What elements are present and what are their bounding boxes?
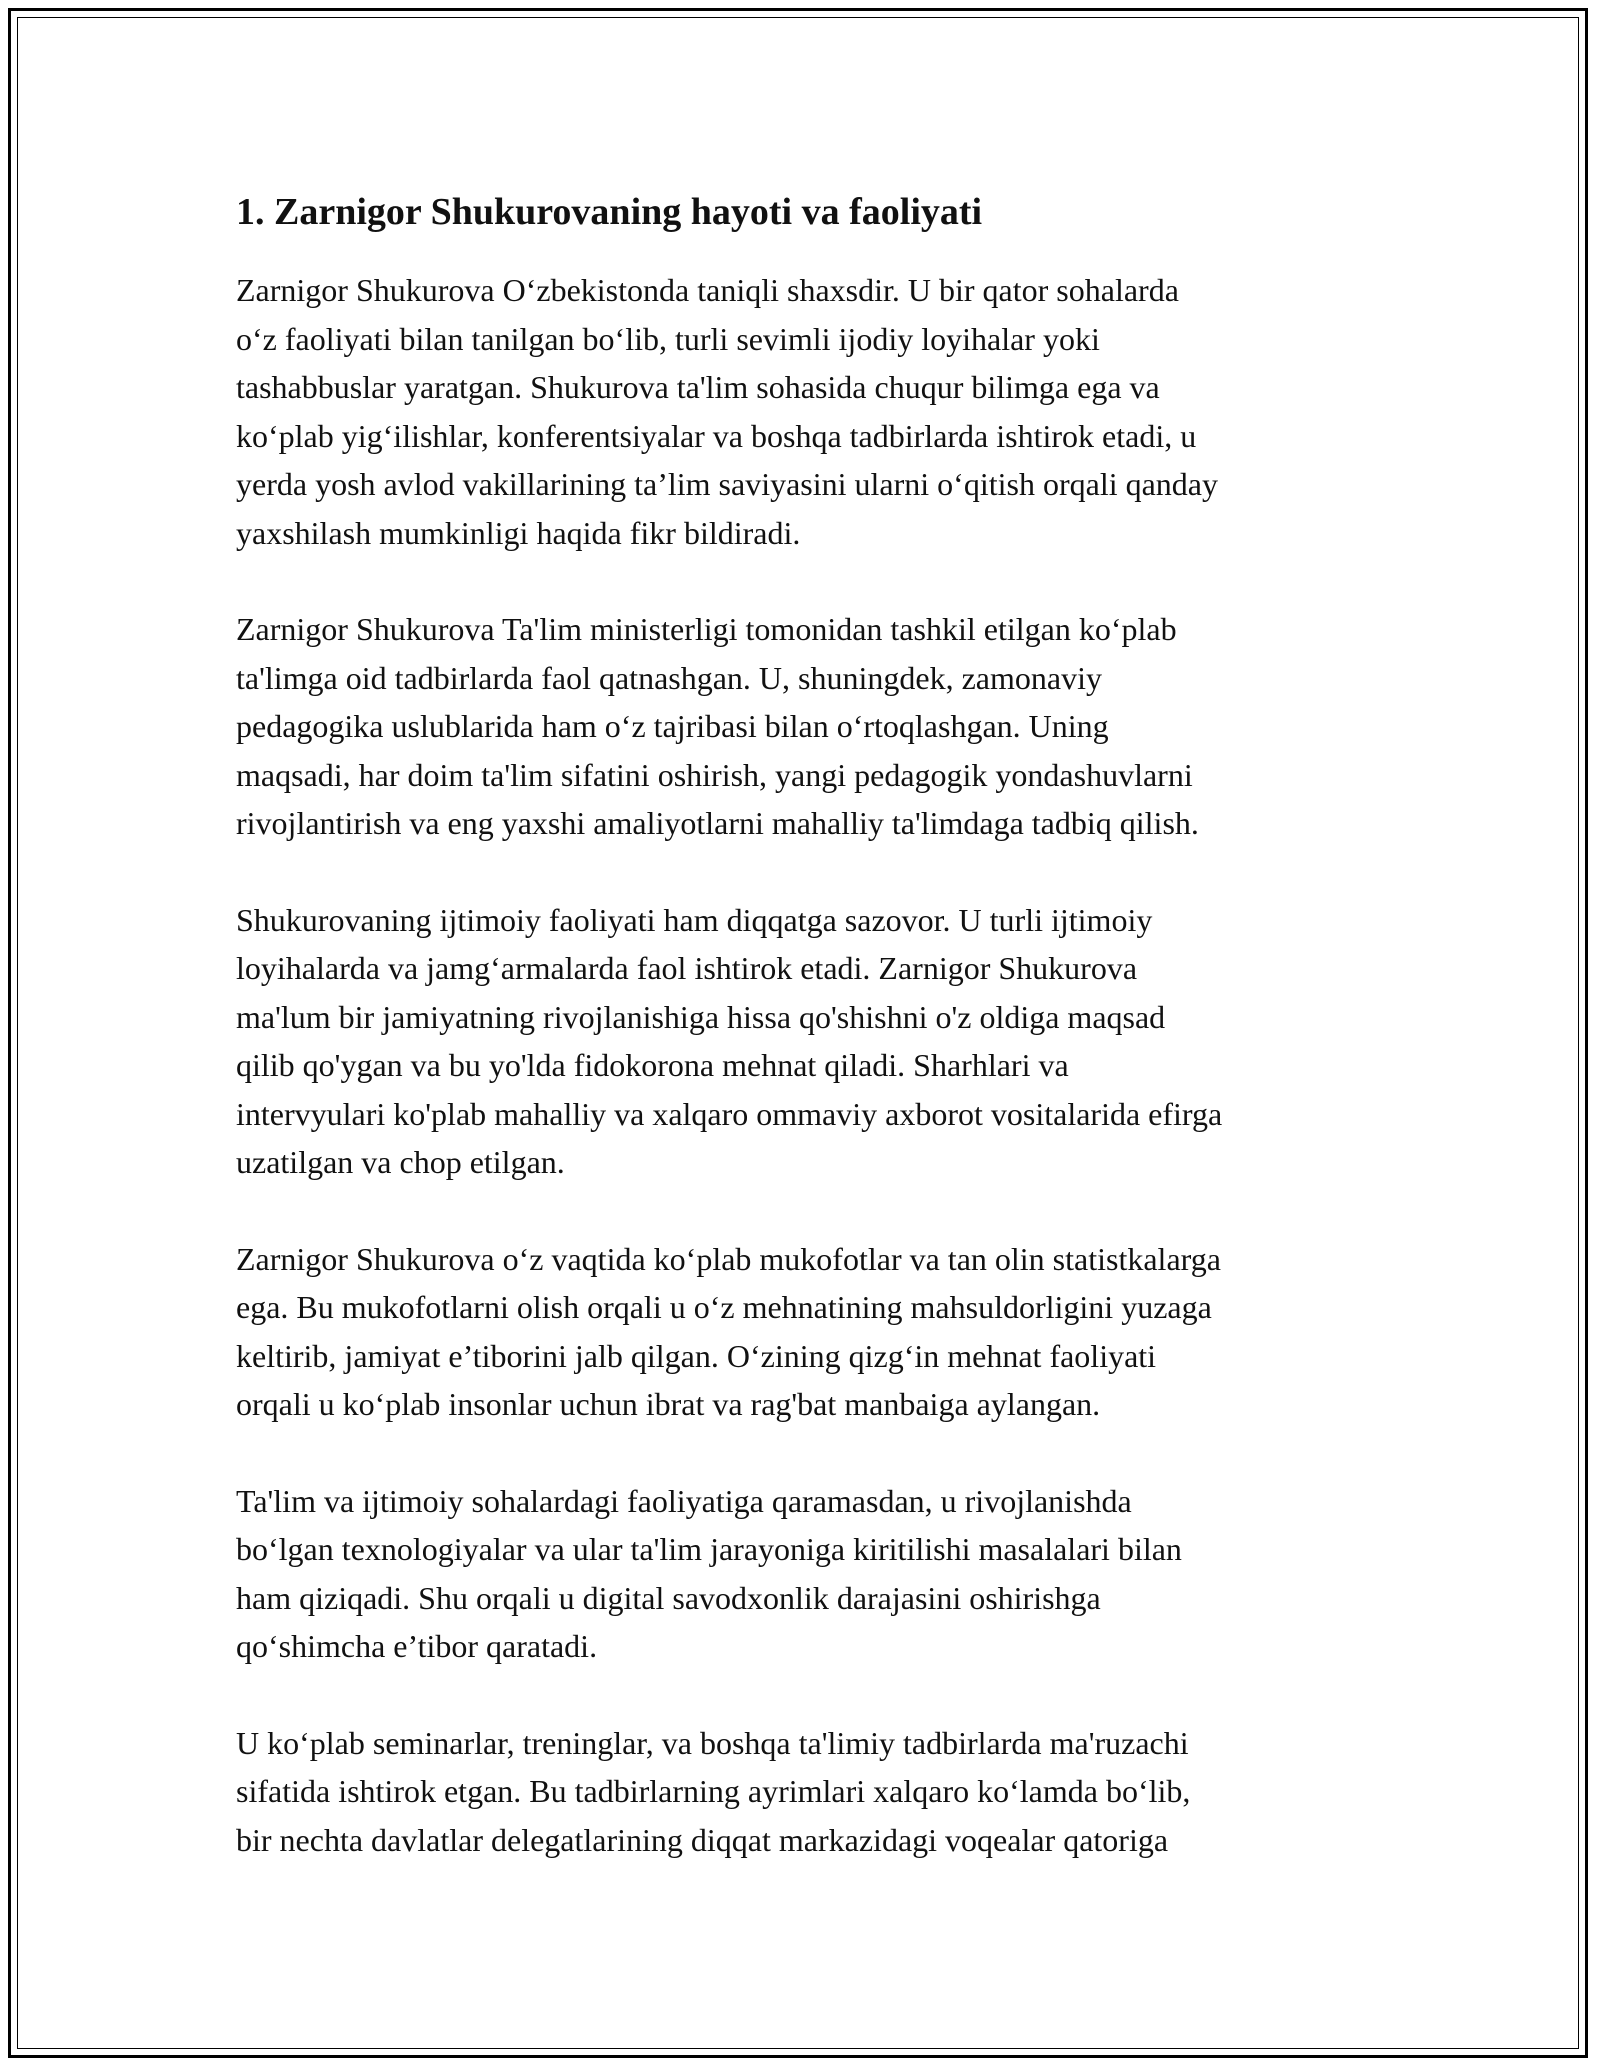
- text-line: Shukurovaning ijtimoiy faoliyati ham diqqatga sazovor. U turli ijtimoiy: [236, 901, 1153, 938]
- section-heading: 1. Zarnigor Shukurovaning hayoti va faoliyati: [236, 191, 983, 233]
- text-line: ma'lum bir jamiyatning rivojlanishiga hissa qo'shishni o'z oldiga maqsad: [236, 998, 1166, 1035]
- text-line: pedagogika uslublarida ham oʻz tajribasi bilan oʻrtoqlashgan. Uning: [236, 708, 1109, 744]
- text-line: qilib qo'ygan va bu yo'lda fidokorona mehnat qiladi. Sharhlari va: [236, 1047, 1069, 1083]
- text-line: maqsadi, har doim ta'lim sifatini oshirish, yangi pedagogik yondashuvlarni: [236, 756, 1193, 793]
- text-line: oʻz faoliyati bilan tanilgan boʻlib, turli sevimli ijodiy loyihalar yoki: [236, 320, 1100, 357]
- text-line: uzatilgan va chop etilgan.: [236, 1144, 565, 1180]
- text-line: yaxshilash mumkinligi haqida fikr bildiradi.: [236, 514, 801, 551]
- paragraph-6: [236, 1719, 1376, 1865]
- paragraph-1: [236, 266, 1376, 557]
- paragraph-4: [236, 1235, 1376, 1429]
- text-line: orqali u koʻplab insonlar uchun ibrat va rag'bat manbaiga aylangan.: [236, 1386, 1101, 1422]
- text-line: ta'limga oid tadbirlarda faol qatnashgan. U, shuningdek, zamonaviy: [236, 659, 1102, 696]
- text-line: loyihalarda va jamgʻarmalarda faol ishtirok etadi. Zarnigor Shukurova: [236, 950, 1138, 986]
- paragraph-5: [236, 1477, 1376, 1671]
- text-line: Zarnigor Shukurova Ta'lim ministerligi tomonidan tashkil etilgan koʻplab: [236, 611, 1177, 647]
- text-line: qoʻshimcha e’tibor qaratadi.: [236, 1628, 598, 1664]
- text-line: ham qiziqadi. Shu orqali u digital savodxonlik darajasini oshirishga: [236, 1579, 1101, 1616]
- document-body: [236, 186, 1376, 1912]
- text-line: intervyulari ko'plab mahalliy va xalqaro ommaviy axborot vositalarida efirga: [236, 1095, 1223, 1132]
- text-line: rivojlantirish va eng yaxshi amaliyotlarni mahalliy ta'limdaga tadbiq qilish.: [236, 805, 1199, 841]
- text-line: Ta'lim va ijtimoiy sohalardagi faoliyatiga qaramasdan, u rivojlanishda: [236, 1482, 1132, 1519]
- text-line: yerda yosh avlod vakillarining ta’lim saviyasini ularni oʻqitish orqali qanday: [236, 466, 1218, 502]
- text-line: koʻplab yigʻilishlar, konferentsiyalar va boshqa tadbirlarda ishtirok etadi, u: [236, 417, 1197, 454]
- paragraph-3: [236, 896, 1376, 1187]
- text-line: boʻlgan texnologiyalar va ular ta'lim jarayoniga kiritilishi masalalari bilan: [236, 1531, 1182, 1567]
- text-line: bir nechta davlatlar delegatlarining diqqat markazidagi voqealar qatoriga: [236, 1821, 1169, 1858]
- text-line: keltirib, jamiyat e’tiborini jalb qilgan. Oʻzining qizgʻin mehnat faoliyati: [236, 1337, 1157, 1374]
- text-line: tashabbuslar yaratgan. Shukurova ta'lim sohasida chuqur bilimga ega va: [236, 369, 1160, 405]
- text-line: Zarnigor Shukurova Oʻzbekistonda taniqli shaxsdir. U bir qator sohalarda: [236, 272, 1179, 308]
- text-line: sifatida ishtirok etgan. Bu tadbirlarning ayrimlari xalqaro koʻlamda boʻlib,: [236, 1773, 1191, 1809]
- paragraph-2: [236, 605, 1376, 848]
- text-line: ega. Bu mukofotlarni olish orqali u oʻz mehnatining mahsuldorligini yuzaga: [236, 1289, 1212, 1325]
- text-line: Zarnigor Shukurova oʻz vaqtida koʻplab mukofotlar va tan olin statistkalarga: [236, 1240, 1221, 1277]
- text-line: U koʻplab seminarlar, treninglar, va boshqa ta'limiy tadbirlarda ma'ruzachi: [236, 1724, 1189, 1761]
